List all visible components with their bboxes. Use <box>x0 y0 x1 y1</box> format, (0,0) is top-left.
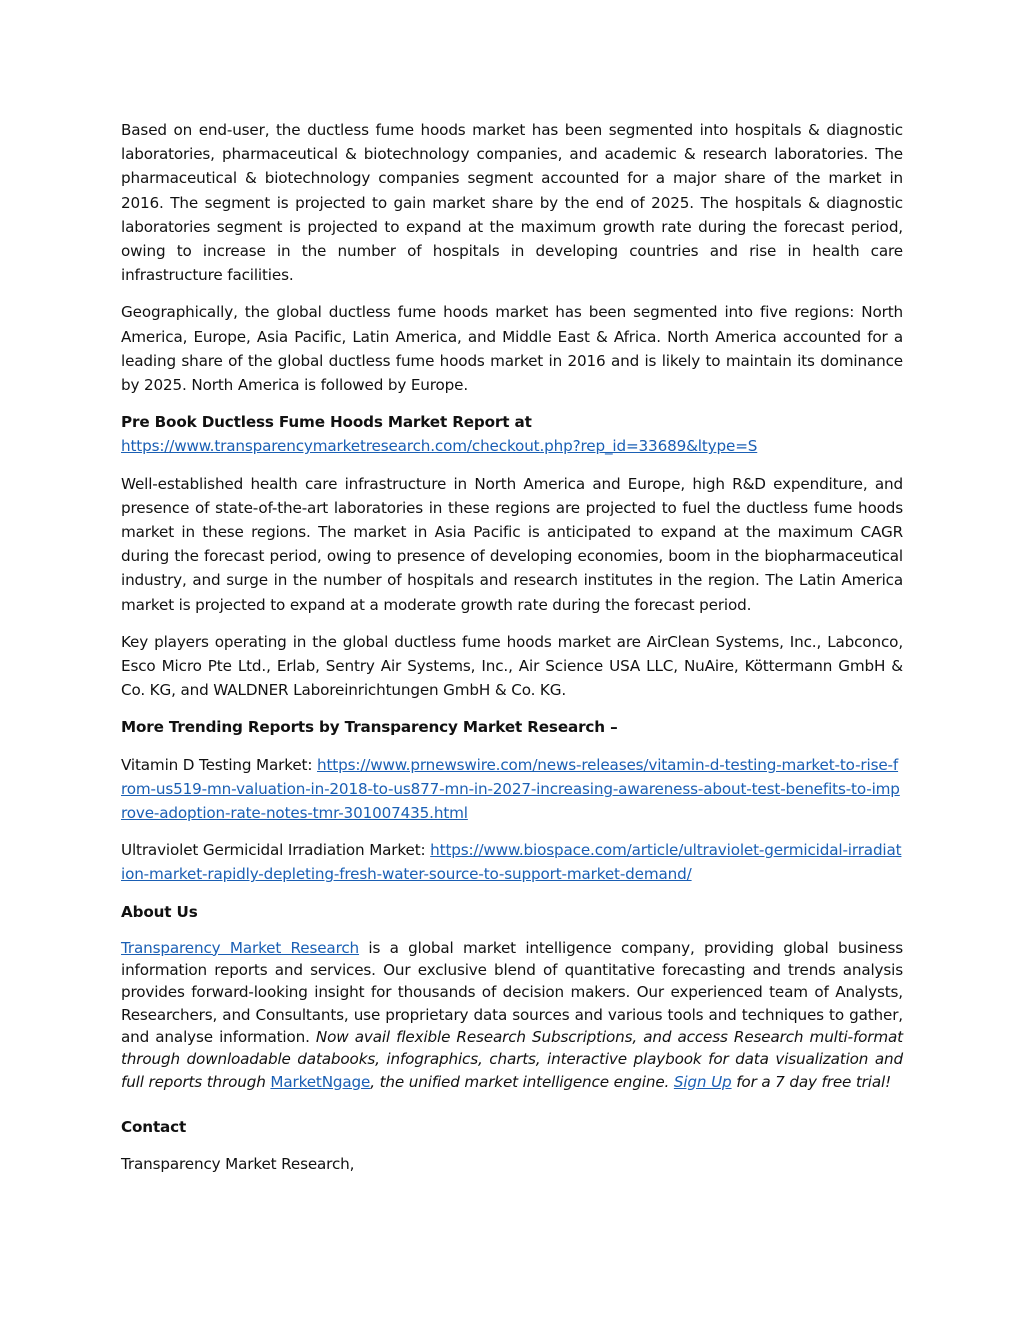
about-italic-text: Now avail flexible Research Subscriptions, and access Research multi-format through downloadable databooks, infographics, charts, interactive playbook for data visualization and full reports through <box>121 1028 903 1091</box>
paragraph-geography: Geographically, the global ductless fume hoods market has been segmented into five regions: North America, Europe, Asia Pacific, Latin America, and Middle East & Africa. North America accounted for a leading share of the global ductless fume hoods market in 2016 and is likely to maintain its dominance by 2025. North America is followed by Europe. <box>121 303 903 395</box>
signup-link[interactable]: Sign Up <box>673 1072 732 1091</box>
trending-label: Vitamin D Testing Market: <box>121 755 313 774</box>
contact-line: Transparency Market Research, <box>121 1155 355 1174</box>
trending-heading: More Trending Reports by Transparency Market Research – <box>121 718 618 737</box>
trending-link[interactable]: https://www.prnewswire.com/news-releases/vitamin-d-testing-market-to-rise-from-us519-mn-valuation-in-2018-to-us877-mn-in-2027-increasing-awareness-about-test-benefits-to-improve-adoption-rate-notes-tmr-301007435.html <box>121 755 900 823</box>
about-text: is a global market intelligence company, providing global business information reports and services. Our exclusive blend of quantitative forecasting and trends analysis provides forward-looking insight for thousands of decision makers. Our experienced team of Analysts, Researchers, and Consultants, use proprietary data sources and various tools and techniques to gather, and analyse information. <box>121 938 903 1047</box>
document-page <box>121 118 903 1176</box>
paragraph-infrastructure: Well-established health care infrastructure in North America and Europe, high R&D expenditure, and presence of state-of-the-art laboratories in these regions are projected to fuel the ductless fume hoods market in these regions. The market in Asia Pacific is anticipated to expand at the maximum CAGR during the forecast period, owing to presence of developing economies, boom in the biopharmaceutical industry, and surge in the number of hospitals and research institutes in the region. The Latin America market is projected to expand at a moderate growth rate during the forecast period. <box>121 474 903 614</box>
about-italic-text-2: , the unified market intelligence engine. <box>370 1072 674 1091</box>
marketngage-link[interactable]: MarketNgage <box>270 1072 371 1091</box>
contact-heading: Contact <box>121 1117 187 1136</box>
about-italic-text-3: for a 7 day free trial! <box>731 1072 892 1091</box>
trending-item <box>121 753 903 826</box>
about-paragraph <box>121 937 903 1093</box>
trending-label: Ultraviolet Germicidal Irradiation Market: <box>121 841 426 860</box>
prebook-link[interactable]: https://www.transparencymarketresearch.com/checkout.php?rep_id=33689&ltype=S <box>121 437 758 456</box>
prebook-heading: Pre Book Ductless Fume Hoods Market Report at <box>121 413 532 432</box>
company-link[interactable]: Transparency Market Research <box>121 938 360 957</box>
prebook-link-line <box>121 434 903 458</box>
paragraph-end-user: Based on end-user, the ductless fume hoods market has been segmented into hospitals & diagnostic laboratories, pharmaceutical & biotechnology companies, and academic & research laboratories. The pharmaceutical & biotechnology companies segment accounted for a major share of the market in 2016. The segment is projected to gain market share by the end of 2025. The hospitals & diagnostic laboratories segment is projected to expand at the maximum growth rate during the forecast period, owing to increase in the number of hospitals in developing countries and rise in health care infrastructure facilities. <box>121 121 903 285</box>
paragraph-key-players: Key players operating in the global ductless fume hoods market are AirClean Systems, Inc., Labconco, Esco Micro Pte Ltd., Erlab, Sentry Air Systems, Inc., Air Science USA LLC, NuAire, Köttermann GmbH & Co. KG, and WALDNER Laboreinrichtungen GmbH & Co. KG. <box>121 632 903 700</box>
trending-item <box>121 838 903 886</box>
trending-link[interactable]: https://www.biospace.com/article/ultraviolet-germicidal-irradiation-market-rapidly-depleting-fresh-water-source-to-support-market-demand/ <box>121 841 902 884</box>
about-heading: About Us <box>121 902 198 921</box>
